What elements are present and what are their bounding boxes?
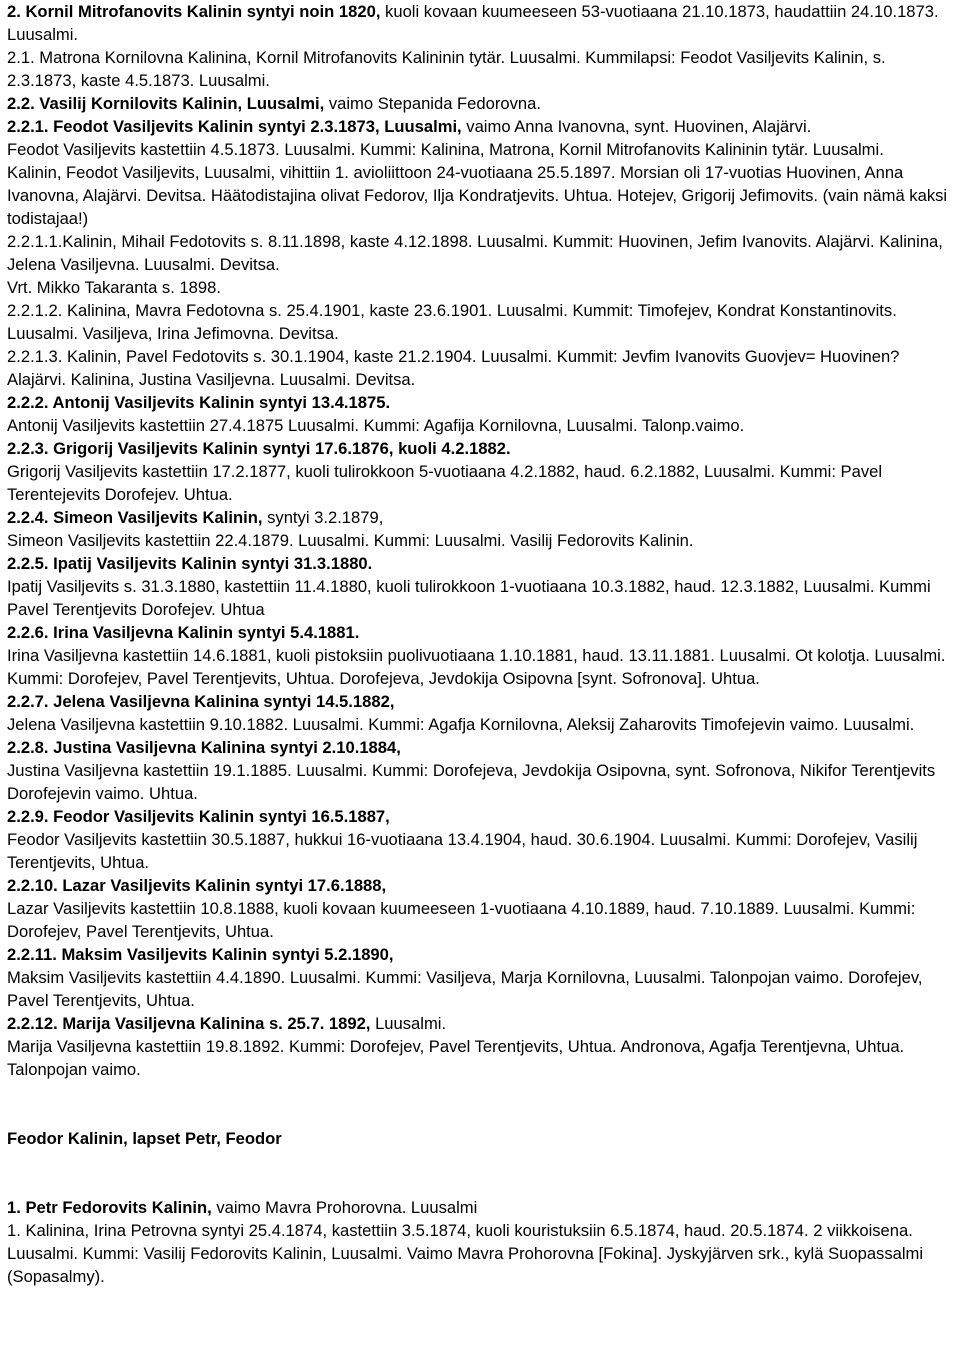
document-paragraph <box>7 230 954 276</box>
body-text: 2.2.1.2. Kalinina, Mavra Fedotovna s. 25.4.1901, kaste 23.6.1901. Luusalmi. Kummit: Timofejev, Kondrat Konstantinovits. Luusalmi. Vasiljeva, Irina Jefimovna. Devitsa. <box>7 301 897 343</box>
document-paragraph <box>7 1012 954 1035</box>
document-paragraph <box>7 943 954 966</box>
document-paragraph <box>7 552 954 575</box>
body-text: Feodot Vasiljevits kastettiin 4.5.1873. Luusalmi. Kummi: Kalinina, Matrona, Kornil Mitrofanovits Kalininin tytär. Luusalmi. <box>7 140 884 159</box>
document-paragraph <box>7 759 954 805</box>
document-paragraph <box>7 299 954 345</box>
body-text: Marija Vasiljevna kastettiin 19.8.1892. Kummi: Dorofejev, Pavel Terentjevits, Uhtua. Andronova, Agafja Terentjevna, Uhtua. Talonpojan vaimo. <box>7 1037 905 1079</box>
body-text: syntyi 3.2.1879, <box>262 508 384 527</box>
document-paragraph <box>7 138 954 161</box>
bold-heading-text: 2.2.9. Feodor Vasiljevits Kalinin syntyi 16.5.1887, <box>7 807 390 826</box>
body-text: 2.2.1.3. Kalinin, Pavel Fedotovits s. 30.1.1904, kaste 21.2.1904. Luusalmi. Kummit: Jevfim Ivanovits Guovjev= Huovinen? Alajärvi. Kalinina, Justina Vasiljevna. Luusalmi. Devitsa. <box>7 347 900 389</box>
body-text: Feodor Vasiljevits kastettiin 30.5.1887, hukkui 16-vuotiaana 13.4.1904, haud. 30.6.1904. Luusalmi. Kummi: Dorofejev, Vasilij Terentjevits, Uhtua. <box>7 830 918 872</box>
body-text: 2.1. Matrona Kornilovna Kalinina, Kornil Mitrofanovits Kalininin tytär. Luusalmi. Kummilapsi: Feodot Vasiljevits Kalinin, s. 2.3.1873, kaste 4.5.1873. Luusalmi. <box>7 48 886 90</box>
body-text: vaimo Mavra Prohorovna. Luusalmi <box>211 1198 478 1217</box>
document-paragraph <box>7 1035 954 1081</box>
body-text: kuoli kovaan kuumeeseen 53-vuotiaana 21.10.1873, haudattiin 24.10.1873. Luusalmi. <box>7 2 939 44</box>
body-text: Ipatij Vasiljevits s. 31.3.1880, kastettiin 11.4.1880, kuoli tulirokkoon 1-vuotiaana 10.3.1882, haud. 12.3.1882, Luusalmi. Kummi Pavel Terentjevits Dorofejev. Uhtua <box>7 577 931 619</box>
body-text: Kalinin, Feodot Vasiljevits, Luusalmi, vihittiin 1. avioliittoon 24-vuotiaana 25.5.1897. Morsian oli 17-vuotias Huovinen, Anna Ivanovna, Alajärvi. Devitsa. Häätodistajina olivat Fedorov, Ilja Kondratjevits. Uhtua. Hotejev, Grigorij Jefimovits. (vain nämä kaksi todistajaa!) <box>7 163 948 228</box>
blank-gap <box>7 1081 954 1127</box>
bold-heading-text: 1. Petr Fedorovits Kalinin, <box>7 1198 212 1217</box>
document-paragraph <box>7 529 954 552</box>
document-paragraph <box>7 0 954 46</box>
bold-heading-text: 2.2.3. Grigorij Vasiljevits Kalinin syntyi 17.6.1876, kuoli 4.2.1882. <box>7 439 511 458</box>
document-paragraph <box>7 345 954 391</box>
document-paragraph <box>7 46 954 92</box>
document-paragraph <box>7 897 954 943</box>
body-text: Simeon Vasiljevits kastettiin 22.4.1879. Luusalmi. Kummi: Luusalmi. Vasilij Fedorovits Kalinin. <box>7 531 694 550</box>
body-text: Maksim Vasiljevits kastettiin 4.4.1890. Luusalmi. Kummi: Vasiljeva, Marja Kornilovna, Luusalmi. Talonpojan vaimo. Dorofejev, Pavel Terentjevits, Uhtua. <box>7 968 923 1010</box>
document-paragraph <box>7 690 954 713</box>
body-text: Jelena Vasiljevna kastettiin 9.10.1882. Luusalmi. Kummi: Agafja Kornilovna, Aleksij Zaharovits Timofejevin vaimo. Luusalmi. <box>7 715 915 734</box>
body-text: Luusalmi. <box>370 1014 447 1033</box>
document-paragraph <box>7 276 954 299</box>
blank-gap <box>7 1150 954 1196</box>
document-paragraph <box>7 966 954 1012</box>
document-paragraph <box>7 460 954 506</box>
document-paragraph <box>7 828 954 874</box>
body-text: Irina Vasiljevna kastettiin 14.6.1881, kuoli pistoksiin puolivuotiaana 1.10.1881, haud. 13.11.1881. Luusalmi. Ot kolotja. Luusalmi. Kummi: Dorofejev, Pavel Terentjevits, Uhtua. Dorofejeva, Jevdokija Osipovna [synt. Sofronova]. Uhtua. <box>7 646 946 688</box>
body-text: Grigorij Vasiljevits kastettiin 17.2.1877, kuoli tulirokkoon 5-vuotiaana 4.2.1882, haud. 6.2.1882, Luusalmi. Kummi: Pavel Terentejevits Dorofejev. Uhtua. <box>7 462 883 504</box>
bold-heading-text: 2.2.8. Justina Vasiljevna Kalinina syntyi 2.10.1884, <box>7 738 401 757</box>
document-paragraph <box>7 713 954 736</box>
bold-heading-text: 2.2.6. Irina Vasiljevna Kalinin syntyi 5.4.1881. <box>7 623 360 642</box>
document-paragraph <box>7 1127 954 1150</box>
body-text: Lazar Vasiljevits kastettiin 10.8.1888, kuoli kovaan kuumeeseen 1-vuotiaana 4.10.1889, haud. 7.10.1889. Luusalmi. Kummi: Dorofejev, Pavel Terentjevits, Uhtua. <box>7 899 916 941</box>
bold-heading-text: 2.2.11. Maksim Vasiljevits Kalinin syntyi 5.2.1890, <box>7 945 394 964</box>
body-text: Antonij Vasiljevits kastettiin 27.4.1875 Luusalmi. Kummi: Agafija Kornilovna, Luusalmi. Talonp.vaimo. <box>7 416 745 435</box>
document-paragraph <box>7 621 954 644</box>
bold-heading-text: 2.2.2. Antonij Vasiljevits Kalinin syntyi 13.4.1875. <box>7 393 391 412</box>
bold-heading-text: 2.2.1. Feodot Vasiljevits Kalinin syntyi 2.3.1873, Luusalmi, <box>7 117 462 136</box>
document-paragraph <box>7 506 954 529</box>
bold-heading-text: 2.2.7. Jelena Vasiljevna Kalinina syntyi 14.5.1882, <box>7 692 395 711</box>
document-paragraph <box>7 161 954 230</box>
bold-heading-text: 2. Kornil Mitrofanovits Kalinin syntyi noin 1820, <box>7 2 381 21</box>
document-paragraph <box>7 874 954 897</box>
document-paragraph <box>7 437 954 460</box>
body-text: 2.2.1.1.Kalinin, Mihail Fedotovits s. 8.11.1898, kaste 4.12.1898. Luusalmi. Kummit: Huovinen, Jefim Ivanovits. Alajärvi. Kalinina, Jelena Vasiljevna. Luusalmi. Devitsa. <box>7 232 943 274</box>
bold-heading-text: 2.2.5. Ipatij Vasiljevits Kalinin syntyi 31.3.1880. <box>7 554 373 573</box>
document-paragraph <box>7 414 954 437</box>
document-paragraph <box>7 115 954 138</box>
bold-heading-text: Feodor Kalinin, lapset Petr, Feodor <box>7 1129 282 1148</box>
body-text: Justina Vasiljevna kastettiin 19.1.1885. Luusalmi. Kummi: Dorofejeva, Jevdokija Osipovna, synt. Sofronova, Nikifor Terentjevits Dorofejevin vaimo. Uhtua. <box>7 761 936 803</box>
document-paragraph <box>7 391 954 414</box>
body-text: Vrt. Mikko Takaranta s. 1898. <box>7 278 221 297</box>
document-paragraph <box>7 92 954 115</box>
bold-heading-text: 2.2. Vasilij Kornilovits Kalinin, Luusalmi, <box>7 94 325 113</box>
document-paragraph <box>7 1196 954 1219</box>
document-paragraph <box>7 575 954 621</box>
bold-heading-text: 2.2.10. Lazar Vasiljevits Kalinin syntyi 17.6.1888, <box>7 876 387 895</box>
document-paragraph <box>7 644 954 690</box>
document-paragraph <box>7 805 954 828</box>
bold-heading-text: 2.2.12. Marija Vasiljevna Kalinina s. 25.7. 1892, <box>7 1014 371 1033</box>
body-text: 1. Kalinina, Irina Petrovna syntyi 25.4.1874, kastettiin 3.5.1874, kuoli kouristuksiin 6.5.1874, haud. 20.5.1874. 2 viikkoisena. Luusalmi. Kummi: Vasilij Fedorovits Kalinin, Luusalmi. Vaimo Mavra Prohorovna [Fokina]. Jyskyjärven srk., kylä Suopassalmi (Sopasalmy). <box>7 1221 924 1286</box>
body-text: vaimo Stepanida Fedorovna. <box>324 94 541 113</box>
bold-heading-text: 2.2.4. Simeon Vasiljevits Kalinin, <box>7 508 263 527</box>
body-text: vaimo Anna Ivanovna, synt. Huovinen, Alajärvi. <box>461 117 812 136</box>
document-paragraph <box>7 736 954 759</box>
document-paragraph <box>7 1219 954 1288</box>
